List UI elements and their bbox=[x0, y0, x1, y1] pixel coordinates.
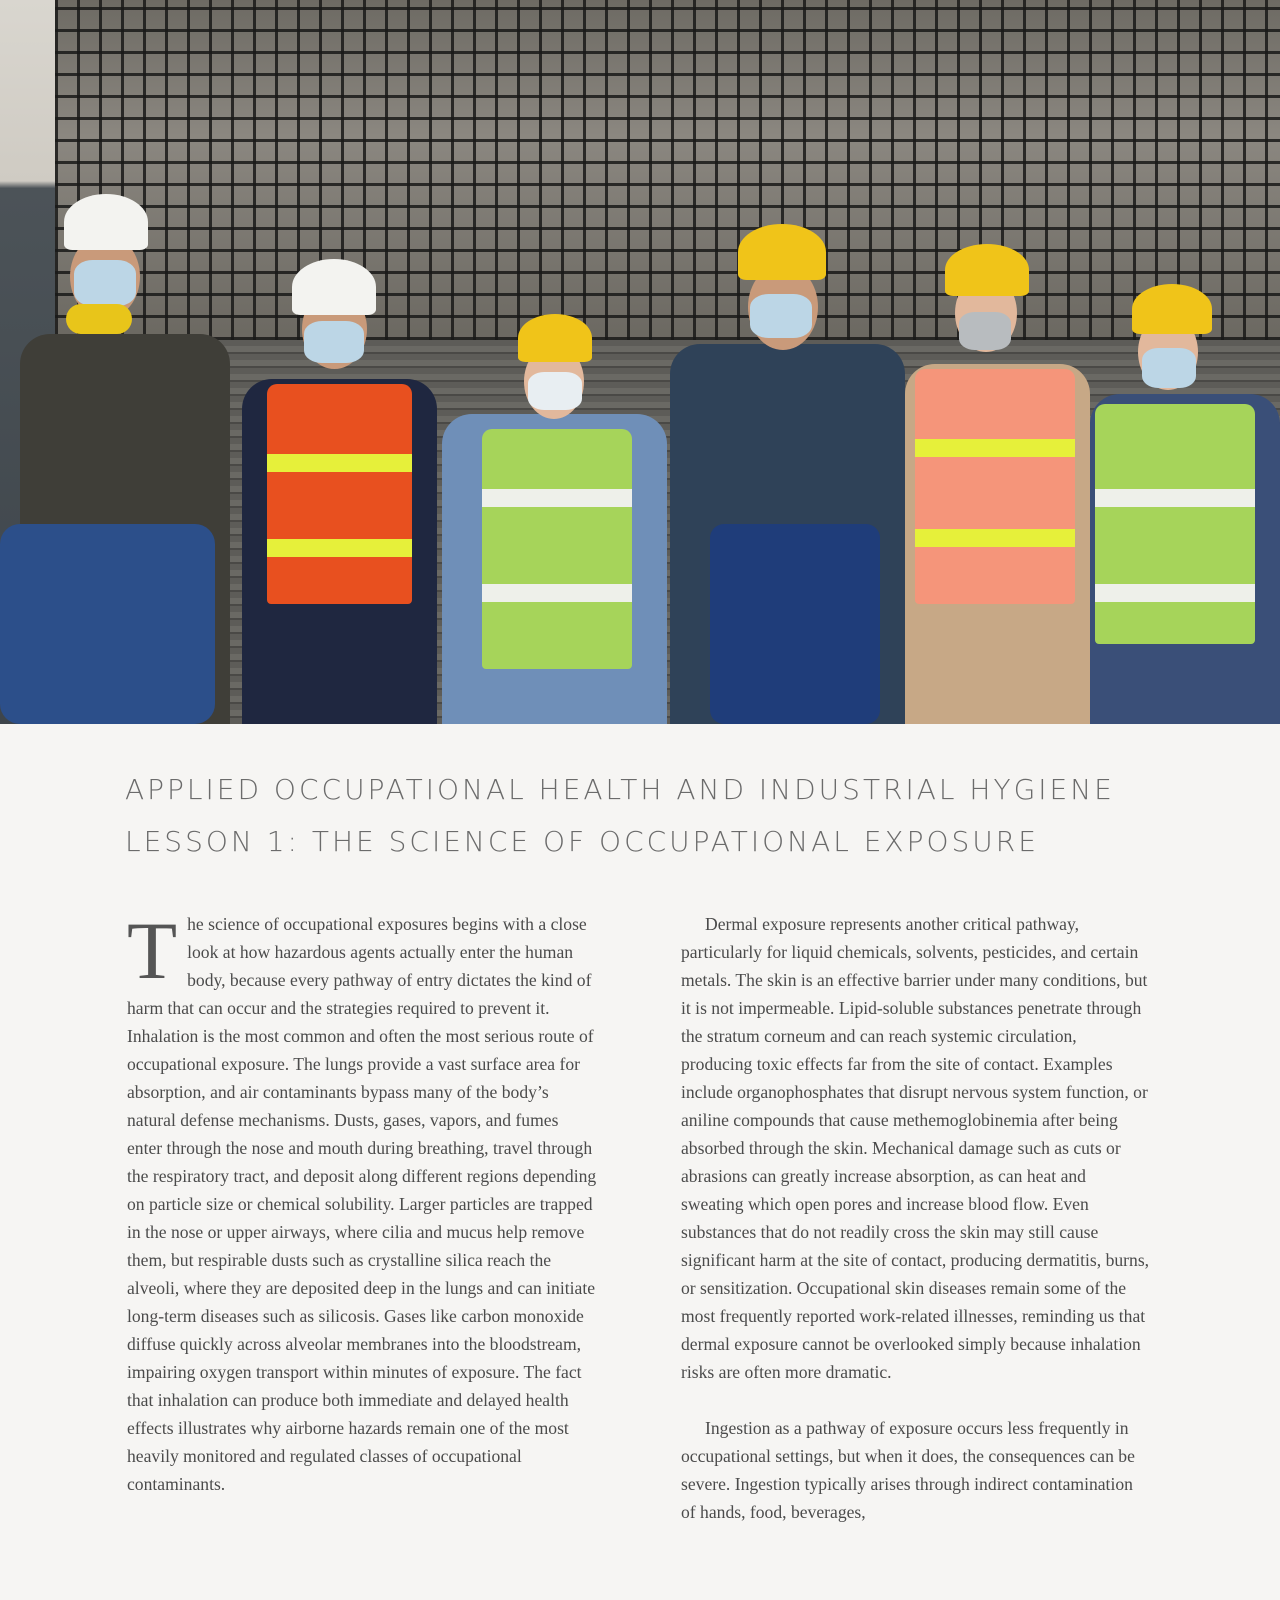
worker-figure bbox=[0, 194, 235, 724]
worker-figure bbox=[432, 314, 677, 724]
page-title bbox=[125, 764, 1205, 868]
lesson-title: LESSON 1: THE SCIENCE OF OCCUPATIONAL EXPOSURE bbox=[125, 825, 1039, 858]
worker-figure bbox=[242, 259, 437, 724]
worker-figure bbox=[905, 244, 1090, 724]
paragraph-text: he science of occupational exposures begins with a close look at how hazardous agents actually enter the human body, because every pathway of entry dictates the kind of harm that can occur and the strategies required to prevent it. Inhalation is the most common and often the most serious route of occupational exposure. The lungs provide a vast surface area for absorption, and air contaminants bypass many of the body’s natural defense mechanisms. Dusts, gases, vapors, and fumes enter through the nose and mouth during breathing, travel through the respiratory tract, and deposit along different regions depending on particle size or chemical solubility. Larger particles are trapped in the nose or upper airways, where cilia and mucus help remove them, but respirable dusts such as crystalline silica reach the alveoli, where they are deposited deep in the lungs and can initiate long-term diseases such as silicosis. Gases like carbon monoxide diffuse quickly across alveolar membranes into the bloodstream, impairing oxygen transport within minutes of exposure. The fact that inhalation can produce both immediate and delayed health effects illustrates why airborne hazards remain one of the most heavily monitored and regulated classes of occupational contaminants. bbox=[127, 914, 597, 1494]
hero-photo bbox=[0, 0, 1280, 724]
body-paragraph: Dermal exposure represents another critical pathway, particularly for liquid chemicals, solvents, pesticides, and certain metals. The skin is an effective barrier under many conditions, but it is not impermeable. Lipid-soluble substances penetrate through the stratum corneum and can reach systemic circulation, producing toxic effects far from the site of contact. Examples include organophosphates that disrupt nervous system function, or aniline compounds that cause methemoglobinemia after being absorbed through the skin. Mechanical damage such as cuts or abrasions can greatly increase absorption, as can heat and sweating which open pores and increase blood flow. Even substances that do not readily cross the skin may still cause significant harm at the site of contact, producing dermatitis, burns, or sensitization. Occupational skin diseases remain some of the most frequently reported work-related illnesses, reminding us that dermal exposure cannot be overlooked simply because inhalation risks are often more dramatic. bbox=[681, 914, 1150, 1382]
article-column-left bbox=[127, 905, 597, 1526]
body-paragraph bbox=[127, 905, 597, 1498]
article-section bbox=[0, 724, 1280, 1600]
worker-figure bbox=[670, 224, 910, 724]
article-column-right bbox=[681, 910, 1151, 1554]
body-paragraph: Ingestion as a pathway of exposure occurs less frequently in occupational settings, but when it does, the consequences can be severe. Ingestion typically arises through indirect contamination of hands, food, beverages, bbox=[681, 1418, 1135, 1522]
course-title: APPLIED OCCUPATIONAL HEALTH AND INDUSTRIAL HYGIENE bbox=[125, 773, 1115, 806]
worker-figure bbox=[1090, 284, 1280, 724]
drop-cap: T bbox=[127, 905, 178, 996]
